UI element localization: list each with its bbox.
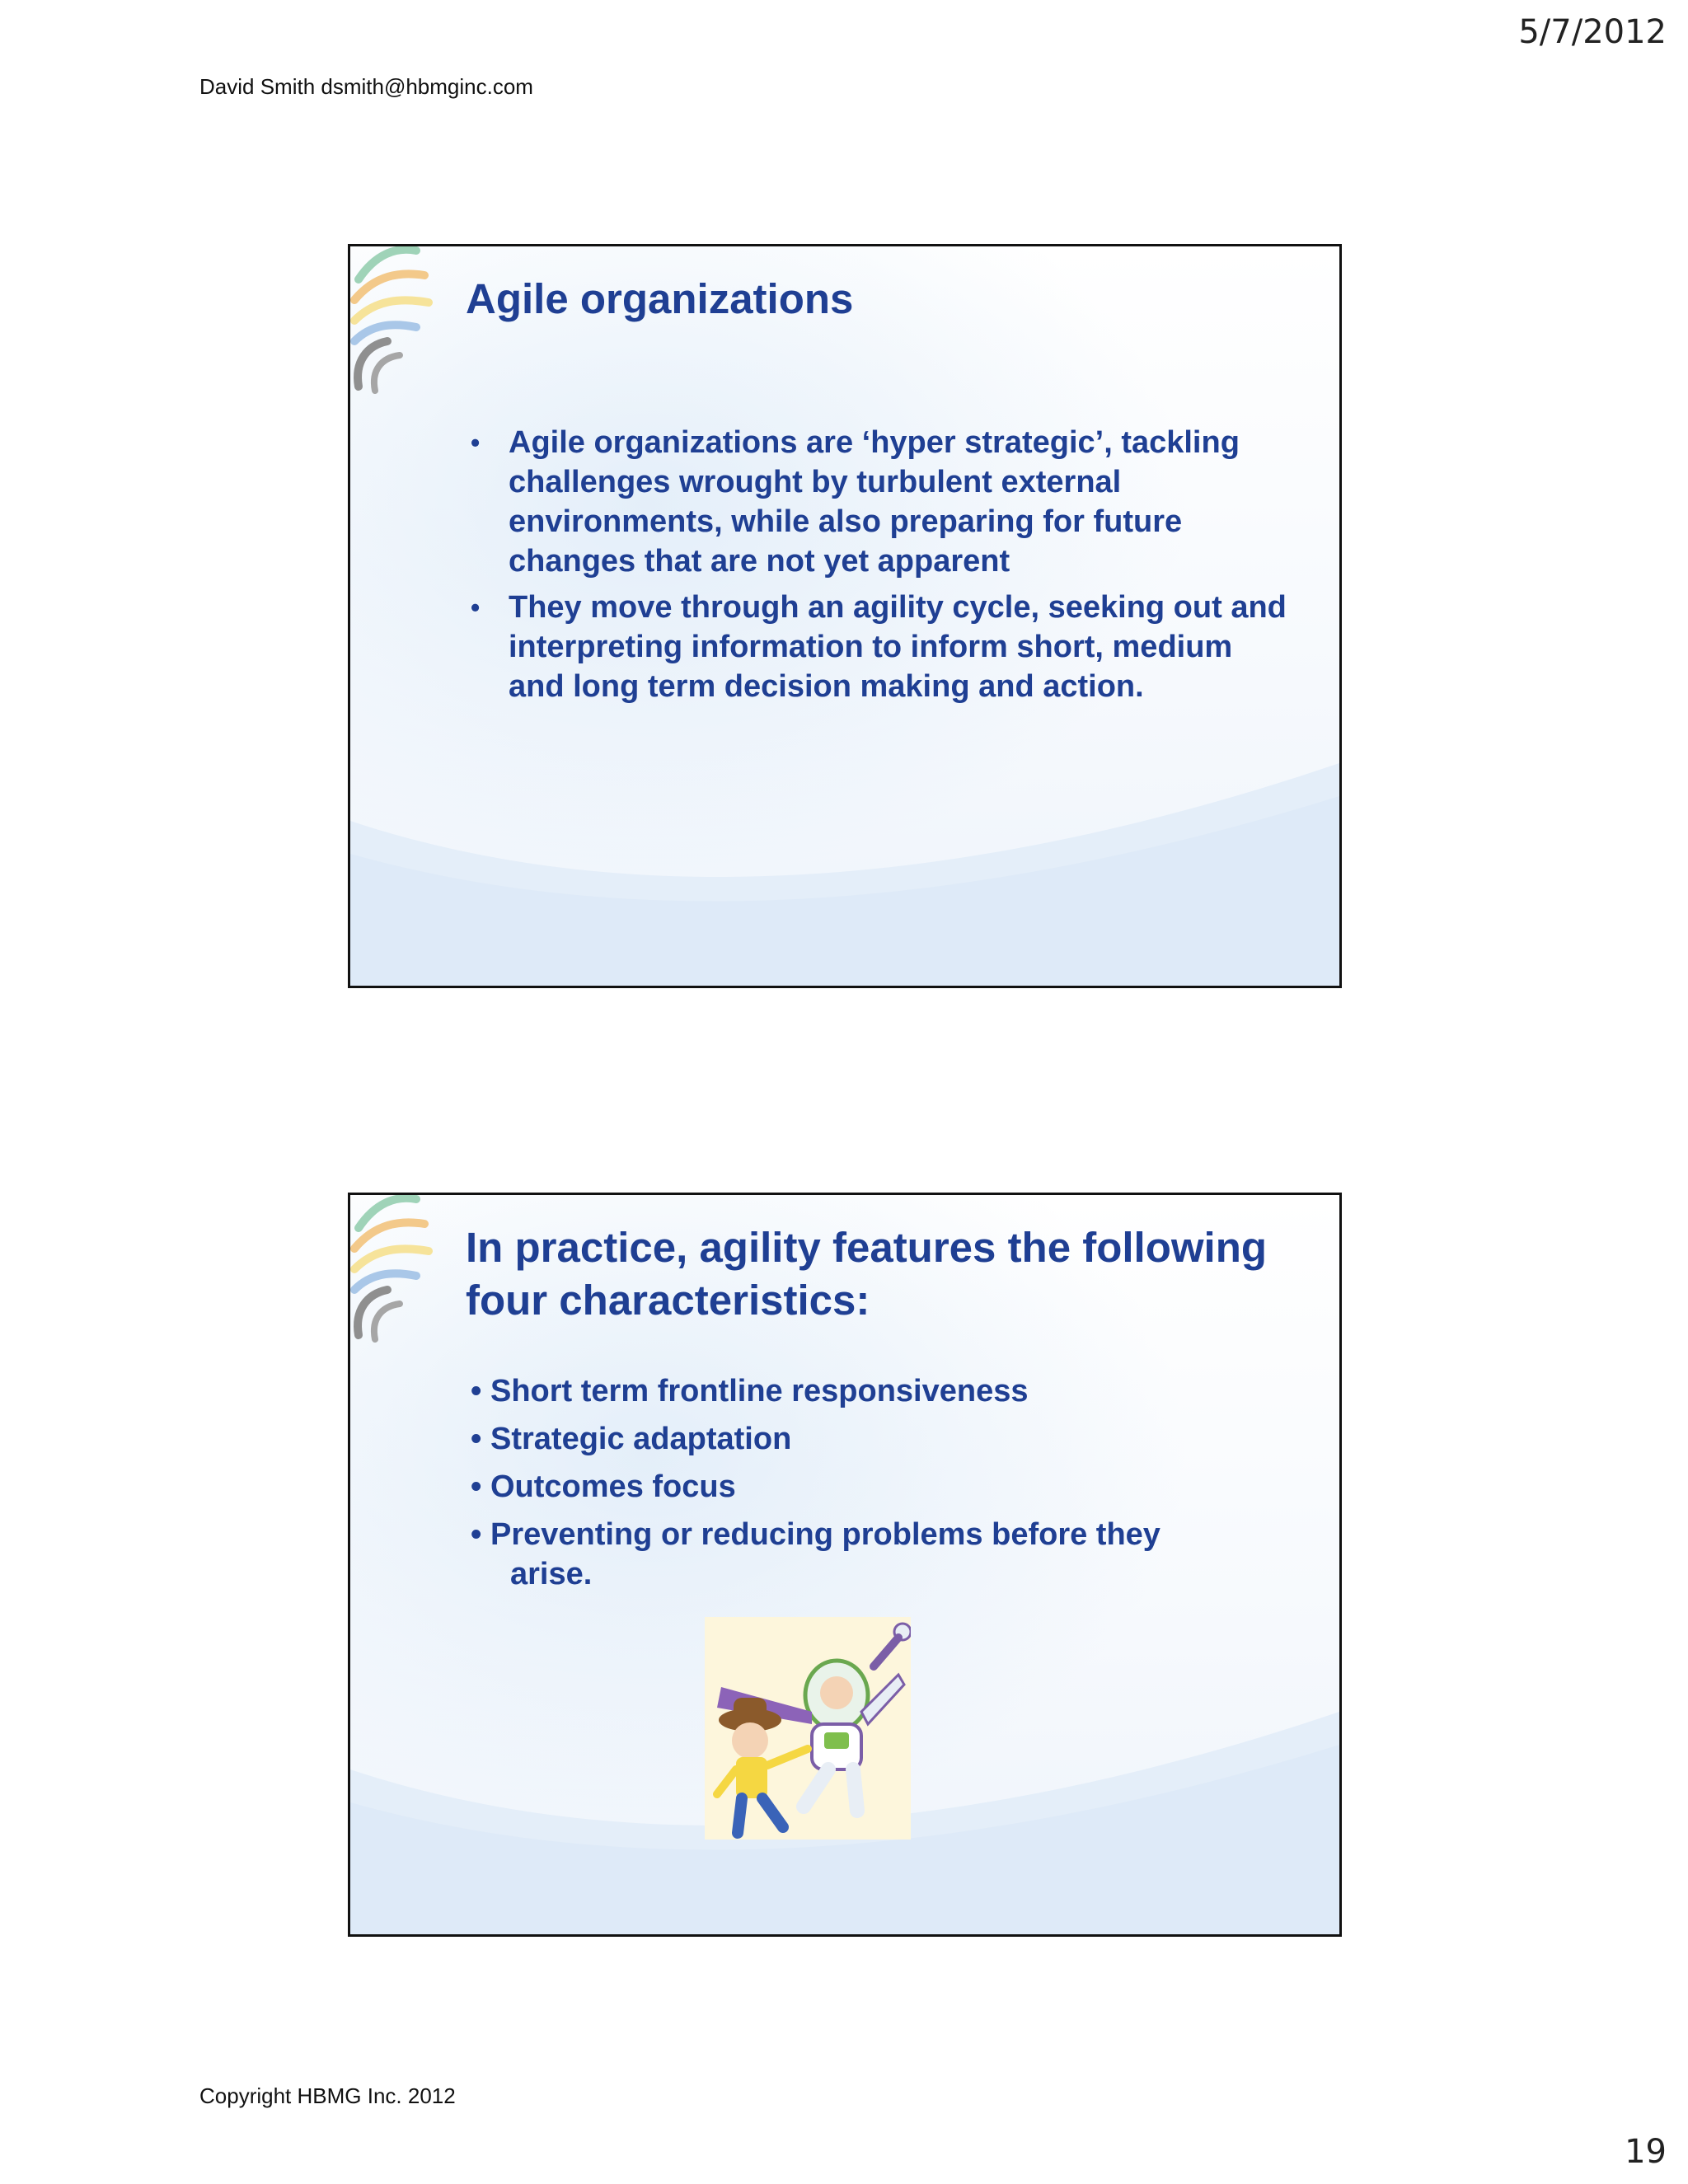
slide-agile-organizations: [348, 244, 1342, 988]
swirl-logo-icon: [350, 246, 449, 403]
bullet-item: [471, 588, 1295, 706]
bullet-icon: •: [471, 1469, 482, 1504]
bullet-icon: •: [471, 1374, 482, 1408]
bullet-text: Preventing or reducing problems before they: [490, 1517, 1160, 1552]
bullet-icon: •: [471, 1422, 482, 1456]
swirl-logo-icon: [350, 1195, 449, 1352]
page-date: 5/7/2012: [1518, 13, 1667, 51]
page-author: David Smith dsmith@hbmginc.com: [199, 74, 533, 99]
bullet-item: [471, 1419, 1295, 1459]
toy-characters-illustration: [705, 1617, 911, 1840]
bullet-icon: •: [471, 593, 481, 622]
bullet-item: [471, 423, 1295, 581]
bullet-item: [471, 1515, 1295, 1594]
bullet-continuation: arise.: [510, 1557, 593, 1591]
page-copyright: Copyright HBMG Inc. 2012: [199, 2083, 456, 2108]
bullet-icon: •: [471, 1517, 482, 1552]
bullet-text: They move through an agility cycle, seeking out and interpreting information to inform short, medium and long term decision making and action.: [509, 590, 1287, 704]
slide-agility-characteristics: [348, 1193, 1342, 1937]
bullet-text: Short term frontline responsiveness: [490, 1374, 1029, 1408]
bullet-item: [471, 1371, 1295, 1411]
bullet-text: Strategic adaptation: [490, 1422, 792, 1456]
slide-title: Agile organizations: [466, 275, 854, 322]
slide-title: In practice, agility features the following four characteristics:: [466, 1224, 1268, 1324]
bullet-icon: •: [471, 428, 481, 457]
page-number: 19: [1625, 2133, 1667, 2171]
bullet-list: [471, 1371, 1295, 1602]
bullet-list: [471, 423, 1295, 713]
bullet-text: Outcomes focus: [490, 1469, 736, 1504]
slide-wave-decoration: [350, 763, 1339, 986]
bullet-item: [471, 1467, 1295, 1507]
bullet-text: Agile organizations are ‘hyper strategic’, tackling challenges wrought by turbulent external environments, while also preparing for future changes that are not yet apparent: [509, 425, 1240, 579]
